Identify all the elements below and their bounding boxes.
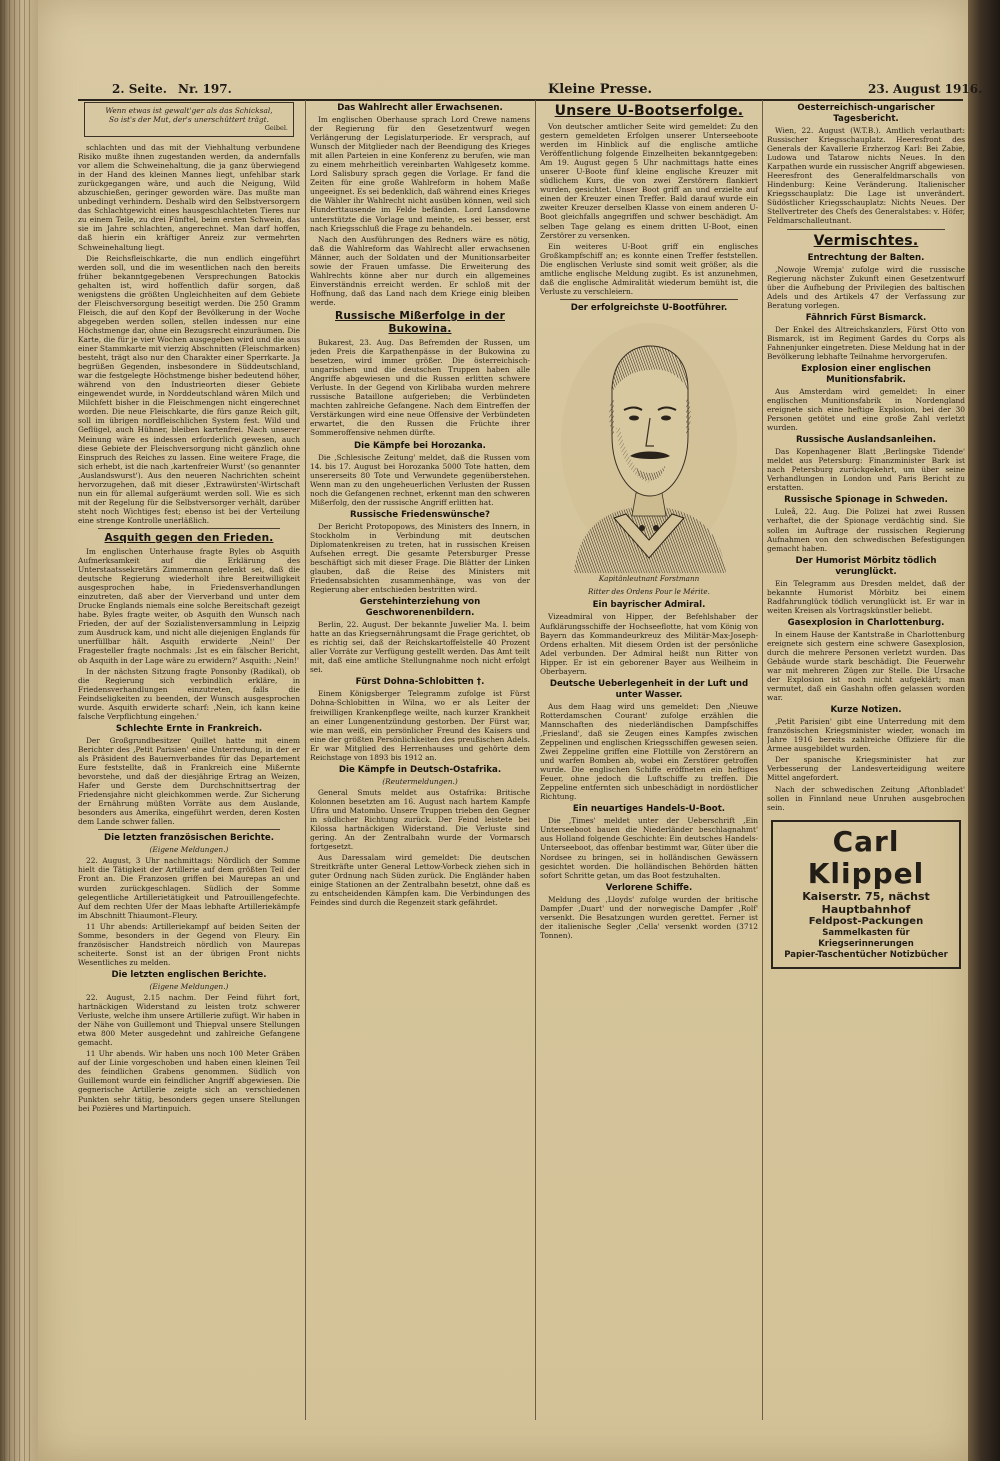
headline: Ein neuartiges Handels-U-Boot. bbox=[572, 804, 726, 815]
page-label: 2. Seite. bbox=[112, 82, 167, 96]
article-paragraph: ‚Nowoje Wremja' zufolge wird die russische Regierung nächster Zukunft einen Gesetzentwurf über die Aufhebung der Privilegien des baltischen Adels und des Artikels 47 der Verfassung zur Beratung vorlegen. bbox=[767, 264, 965, 310]
headline: Verlorene Schiffe. bbox=[605, 882, 693, 893]
article-paragraph: In der nächsten Sitzung fragte Ponsonby (Radikal), ob die Regierung sich verbindlich erkläre, in Friedensverhandlungen einzutreten, falls die Feindseligkeiten zu beenden, der Wunsch ausgesprochen wurde. Asquith erwiderte scharf: ‚Nein, ich kann keine falsche Verpflichtung eingehen.' bbox=[78, 666, 300, 721]
book-binding-right bbox=[968, 0, 1000, 1461]
officer-portrait-image bbox=[554, 318, 744, 573]
article-paragraph: Wien, 22. August (W.T.B.). Amtlich verlautbart: Russischer Kriegsschauplatz. Heeresfront des Generals der Kavallerie Erzherzog Karl: Bei Zabie, Ludowa und Tatarow nichts Neues. In den Karpathen wurde ein russischer Angriff abgewiesen. Heeresfront des Generalfeldmarschalls von Hindenburg: Keine Veränderung. Italienischer Kriegsschauplatz: Die Lage ist unverändert. Südöstlicher Kriegsschauplatz: Nichts Neues. Der Stellvertreter des Chefs des Generalstabes: v. Höfer, Feldmarschalleutnant. bbox=[767, 126, 965, 226]
issue-date: 23. August 1916. bbox=[868, 82, 983, 96]
article-paragraph: Der Bericht Protopopows, des Ministers des Innern, in Stockholm in Verbindung mit deutschen Diplomatenkreisen zu treten, hat in russischen Kreisen Aufsehen erregt. Die gesamte Petersburger Presse beschäftigt sich mit dieser Frage. Die Blätter der Linken glauben, daß die Reise des Ministers mit Friedensabsichten zusammenhänge, was von der Regierung aber entschieden bestritten wird. bbox=[310, 521, 530, 595]
headline: Gasexplosion in Charlottenburg. bbox=[787, 617, 945, 628]
article-paragraph: Vizeadmiral von Hipper, der Befehlshaber der Aufklärungsschiffe der Hochseeflotte, hat vom König von Bayern das Kommandeurkreuz des Militär-Max-Joseph-Ordens erhalten. Mit diesem Orden ist der persönliche Adel verbunden. Der Admiral heißt nun Ritter von Hipper. Er ist ein geborener Bayer aus Weilheim in Oberbayern. bbox=[540, 612, 758, 676]
headline: Die Kämpfe in Deutsch-Ostafrika. bbox=[338, 764, 502, 775]
subheadline: (Eigene Meldungen.) bbox=[149, 845, 229, 855]
headline: Russische Friedenswünsche? bbox=[350, 509, 490, 520]
headline: Gerstehinterziehung von Geschworenenbildern. bbox=[359, 597, 481, 619]
column-rule bbox=[305, 100, 306, 1420]
issue-number: Nr. 197. bbox=[178, 82, 232, 96]
headline: Schlechte Ernte in Frankreich. bbox=[115, 723, 263, 734]
column-3 bbox=[540, 100, 758, 1430]
article-paragraph: Im englischen Oberhause sprach Lord Crewe namens der Regierung für den Gesetzentwurf wegen Verlängerung der Legislaturperiode. Er versprach, auf Wunsch der Mitglieder nach der Beendigung des Krieges mit allen Parteien in eine Konferenz zu berufen, wie man zu einem mehrheitlich vereinbarten Wahlgesetz komme. Lord Salisbury sprach gegen die Vorlage. Er fand die Zeiten für eine große Wahlreform in hohem Maße ungeeignet. Es sei bedenklich, daß während eines Krieges die Wähler ihr Wahlrecht nicht ausüben können, weil sich Hunderttausende im Felde befänden. Lord Lansdowne unterstützte die Vorlage und meinte, es sei besser, erst nach Kriegsschluß die Frage zu behandeln. bbox=[310, 115, 530, 233]
article-paragraph: 11 Uhr abends. Wir haben uns noch 100 Meter Gräben auf der Linie vorgeschoben und haben einen kleinen Teil des feindlichen Grabens genommen. Südlich von Guillemont wurde ein feindlicher Angriff abgewiesen. Die gegnerische Artillerie zeigte sich an verschiedenen Punkten sehr tätig, besonders gegen unsere Stellungen bei Pozières und Martinpuich. bbox=[78, 1049, 300, 1113]
article-paragraph: Einem Königsberger Telegramm zufolge ist Fürst Dohna-Schlobitten in Wilna, wo er als Leiter der freiwilligen Krankenpflege weilte, nach kurzer Krankheit an einer Lungenentzündung gestorben. Der Fürst war, wie man weiß, ein persönlicher Freund des Kaisers und eine der größten Persönlichkeiten des preußischen Adels. Er war Mitglied des Herrenhauses und gehörte dem Reichstage von 1893 bis 1912 an. bbox=[310, 689, 530, 762]
headline: Kurze Notizen. bbox=[830, 705, 902, 716]
article-paragraph: Nach der schwedischen Zeitung ‚Aftonbladet' sollen in Finnland neue Unruhen ausgebrochen sein. bbox=[767, 784, 965, 812]
column-4 bbox=[767, 100, 965, 1430]
headline: Entrechtung der Balten. bbox=[807, 252, 925, 263]
article-paragraph: 11 Uhr abends: Artilleriekampf auf beiden Seiten der Somme, besonders in der Gegend von Fleury. Ein französischer Handstreich nördlich von Maurepas scheiterte. Sonst ist an der übrigen Front nichts Wesentliches zu melden. bbox=[78, 921, 300, 967]
headline: Deutsche Ueberlegenheit in der Luft und unter Wasser. bbox=[549, 678, 749, 700]
ad-company-name: Carl Klippel bbox=[807, 824, 925, 890]
column-rule bbox=[535, 100, 536, 1420]
headline: Unsere U-Bootserfolge. bbox=[554, 103, 744, 119]
headline: Russische Spionage in Schweden. bbox=[784, 495, 948, 506]
article-paragraph: 22. August, 3 Uhr nachmittags: Nördlich der Somme hielt die Tätigkeit der Artillerie auf dem größten Teil der Front an. Die Franzosen griffen bei Maurepas an und wurden zurückgeschlagen. Südlich der Somme gelegentliche Artillerietätigkeit und Patrouillengefechte. Auf dem rechten Ufer der Maas lebhafte Artilleriekämpfe im Abschnitt Thiaumont–Fleury. bbox=[78, 856, 300, 920]
article-paragraph: Berlin, 22. August. Der bekannte Juwelier Ma. I. beim hatte an das Kriegsernährungsamt die Frage gerichtet, ob es richtig sei, daß der Reichskartoffelstelle 40 Prozent aller Vorräte zur Verfügung gestellt werden. Das Amt teilt mit, daß eine amtliche Stellungnahme noch nicht erfolgt sei. bbox=[310, 620, 530, 675]
headline: Asquith gegen den Frieden. bbox=[104, 531, 274, 544]
article-paragraph: Luleå, 22. Aug. Die Polizei hat zwei Russen verhaftet, die der Spionage verdächtig sind. Sie sollen im Auftrage der russischen Regierung Aufnahmen von den schwedischen Befestigungen gemacht haben. bbox=[767, 507, 965, 553]
article-paragraph: Der spanische Kriegsminister hat zur Verbesserung der Landesverteidigung weitere Mittel angefordert. bbox=[767, 755, 965, 783]
article-paragraph: ‚Petit Parisien' gibt eine Unterredung mit dem französischen Kriegsminister wieder, wonach im Jahre 1916 bereits zahlreiche Offiziere für die Armee ausgebildet wurden. bbox=[767, 717, 965, 754]
page-header bbox=[78, 82, 983, 98]
article-paragraph: Ein Telegramm aus Dresden meldet, daß der bekannte Humorist Mörbitz bei einem Radfahrunglück tödlich verunglückt ist. Er war in weiten Kreisen als Vortragskünstler beliebt. bbox=[767, 578, 965, 615]
section-title: Vermischtes. bbox=[813, 232, 919, 249]
motto-author: Geibel. bbox=[264, 124, 288, 132]
ad-line: Feldpost-Packungen bbox=[808, 915, 924, 927]
article-paragraph: schlachten und das mit der Viehhaltung verbundene Risiko mußte ihnen zugestanden werden, da andernfalls vor allem die Schweinehaltung, die ja ganz überwiegend in der Hand des kleinen Mannes liegt, unfehlbar stark zurückgegangen wäre, und auch die Neigung, Wild abzuschießen, geringer geworden wäre. Das mußte man unbedingt verhindern. Deshalb wird den Selbstversorgern das Schlachtgewicht eines hausgeschlachteten Tieres nur zu einem Teile, zu drei Fünftel, beim ersten Schwein, das sie im Jahre schlachten, angerechnet. Man darf hoffen, daß hierin ein kräftiger Anreiz zur vermehrten Schweinehaltung liegt. bbox=[78, 143, 300, 252]
book-binding-left bbox=[0, 0, 38, 1461]
ad-line: Papier-Taschentücher Notizbücher bbox=[784, 949, 948, 960]
headline: Russische Auslandsanleihen. bbox=[795, 435, 937, 446]
article-paragraph: Der Enkel des Altreichskanzlers, Fürst Otto von Bismarck, ist im Regiment Gardes du Corps als Fahnenjunker eingetreten. Diese Meldung hat in der Bevölkerung lebhafte Teilnahme hervorgerufen. bbox=[767, 324, 965, 361]
article-paragraph: Aus Amsterdam wird gemeldet: In einer englischen Munitionsfabrik in Nordengland ereignete sich eine heftige Explosion, bei der 30 Personen getötet und eine große Zahl verletzt wurden. bbox=[767, 386, 965, 433]
headline: Der Humorist Mörbitz tödlich verunglückt. bbox=[795, 555, 937, 577]
article-paragraph: Von deutscher amtlicher Seite wird gemeldet: Zu den gestern gemeldeten Erfolgen unserer Unterseeboote werden im Hinblick auf die englische amtliche Veröffentlichung folgende Einzelheiten bekanntgegeben: Am 19. August gegen 5 Uhr nachmittags hatte eines unserer U-Boote fünf kleine englische Kreuzer mit südlichem Kurs, die von zwei Zerstörern flankiert wurden, gesichtet. Unser Boot griff an und erzielte auf einen der Kreuzer einen Treffer. Bald darauf wurde ein zweiter Kreuzer derselben Klasse von einem anderen U-Boot gleichfalls angegriffen und schwer beschädigt. Am selben Tage gelang es einem dritten U-Boot, einen Zerstörer zu versenken. bbox=[540, 122, 758, 240]
headline: Fähnrich Fürst Bismarck. bbox=[805, 312, 927, 323]
subheadline: (Eigene Meldungen.) bbox=[149, 981, 229, 991]
portrait-caption: Ritter des Ordens Pour le Mérite. bbox=[588, 586, 710, 596]
article-paragraph: Bukarest, 23. Aug. Das Befremden der Russen, um jeden Preis die Karpathenpässe in der Bukowina zu besetzen, wird immer größer. Die österreichisch-ungarischen und die deutschen Truppen haben alle Angriffe abgewiesen und die Russen erlitten schwere Verluste. In der Gegend von Kirlibaba wurden mehrere russische Bataillone aufgerieben; die Verbündeten machten zahlreiche Gefangene. Nach dem Eintreffen der Verstärkungen wird eine neue Offensive der Verbündeten erwartet, die den Russen die Früchte ihrer Sommeroffensive nehmen dürfte. bbox=[310, 337, 530, 438]
article-paragraph: Nach den Ausführungen des Redners wäre es nötig, daß die Wahlreform das Wahlrecht aller erwachsenen Männer, auch der Soldaten und der Munitionsarbeiter sowie der Frauen umfasse. Die Erweiterung des Wahlrechts könne aber nur durch ein allgemeines Einverständnis erreicht werden. Er schloß mit der Hoffnung, daß das Land nach dem Kriege einig bleiben werde. bbox=[310, 234, 530, 307]
motto-line: Wenn etwas ist gewalt'ger als das Schicksal, bbox=[105, 106, 273, 115]
article-paragraph: In einem Hause der Kantstraße in Charlottenburg ereignete sich gestern eine schwere Gasexplosion, durch die mehrere Personen verletzt wurden. Das Gebäude wurde stark beschädigt. Die Feuerwehr war mit mehreren Zügen zur Stelle. Die Ursache der Explosion ist noch nicht aufgeklärt; man vermutet, daß ein Gashahn offen gelassen worden war. bbox=[767, 629, 965, 703]
article-paragraph: 22. August, 2.15 nachm. Der Feind führt fort, hartnäckigen Widerstand zu leisten trotz schwerer Verluste, welche ihm unsere Artillerie zufügt. Wir haben in der Nähe von Guillemont und Thiepval unsere Stellungen etwa 800 Meter ausgedehnt und zahlreiche Gefangene gemacht. bbox=[78, 992, 300, 1048]
ad-line: Sammelkasten für Kriegserinnerungen bbox=[818, 927, 914, 949]
article-paragraph: General Smuts meldet aus Ostafrika: Britische Kolonnen besetzten am 16. August nach hartem Kampfe Ufira und Matombo. Unsere Truppen trieben den Gegner in südlicher Richtung zurück. Der Feind leistete bei Kilossa hartnäckigen Widerstand. Die Verluste sind gering. An der Zentralbahn wurde der Vormarsch fortgesetzt. bbox=[310, 787, 530, 852]
headline: Ein bayrischer Admiral. bbox=[592, 600, 706, 611]
article-paragraph: Aus Daressalam wird gemeldet: Die deutschen Streitkräfte unter General Lettow-Vorbeck ziehen sich in guter Ordnung nach Süden zurück. Die Engländer haben einige Stationen an der Zentralbahn besetzt, ohne daß es zu entscheidenden Kämpfen kam. Die Verbindungen des Feindes sind durch die Regenzeit stark gefährdet. bbox=[310, 853, 530, 908]
article-paragraph: Meldung des ‚Lloyds' zufolge wurden der britische Dampfer ‚Duart' und der norwegische Dampfer ‚Rolf' versenkt. Die Besatzungen wurden gerettet. Ferner ist der italienische Segler ‚Cella' versenkt worden (3712 Tonnen). bbox=[540, 894, 758, 940]
ad-address: Kaiserstr. 75, nächst Hauptbahnhof bbox=[802, 889, 930, 916]
headline: Russische Mißerfolge in der Bukowina. bbox=[335, 309, 505, 335]
headline: Die letzten englischen Berichte. bbox=[111, 969, 267, 980]
headline: Explosion einer englischen Munitionsfabrik. bbox=[801, 363, 931, 385]
headline: Die letzten französischen Berichte. bbox=[104, 833, 274, 844]
article-paragraph: Im englischen Unterhause fragte Byles ob Asquith Aufmerksamkeit auf die Erklärung des Unterstaatssekretärs Zimmermann gelenkt sei, daß die deutsche Regierung wiederholt ihre Bereitwilligkeit ausgesprochen habe, in Friedensverhandlungen einzutreten, daß aber der Vierverband und unter dem Drucke Englands niemals eine solche Bereitschaft gezeigt habe. Byles fragte weiter, ob Asquith den Wunsch nach Frieden, der auf der Sozialistenversammlung in Leipzig zum Ausdruck kam, und nicht alle diejenigen Englands für unerfüllbar hält. Asquith erwiderte ‚Nein!' Der Fragesteller fragte nochmals: ‚Ist es ein fälscher Bericht, ob Asquith in der Lage wäre zu erwidern?' Asquith: ‚Nein!' bbox=[78, 546, 300, 665]
article-paragraph: Der Großgrundbesitzer Quillet hatte mit einem Berichter des ‚Petit Parisien' eine Unterredung, in der er als Präsident des Bauernverbandes für das Departement Eure feststellte, daß in Frankreich eine Mißernte bevorstehe, und daß der diesjährige Ertrag an Weizen, Hafer und Gerste dem Durchschnittsertrag der Friedensjahre nicht gleichkommen werde. Zur Sicherung der Ernährung müßten Vorräte aus dem Auslande, besonders aus Amerika, eingeführt werden, deren Kosten dem Lande schwer fallen. bbox=[78, 735, 300, 827]
portrait-caption: Kapitänleutnant Forstmann bbox=[598, 573, 700, 583]
column-1 bbox=[78, 100, 300, 1430]
subheadline: (Reutermeldungen.) bbox=[382, 776, 458, 786]
headline: Das Wahlrecht aller Erwachsenen. bbox=[337, 103, 503, 113]
article-paragraph: Ein weiteres U-Boot griff ein englisches Großkampfschiff an; es konnte einen Treffer feststellen. Die englischen Verluste sind somit weit größer, als die amtliche englische Meldung zugibt. Es ist anzunehmen, daß die englische Admiralität wiederum bemüht ist, die Verluste zu verschleiern. bbox=[540, 241, 758, 296]
advertisement bbox=[771, 820, 961, 969]
paper-name: Kleine Presse. bbox=[548, 82, 653, 97]
motto-box bbox=[84, 102, 294, 137]
headline: Die Kämpfe bei Horozanka. bbox=[354, 440, 486, 451]
portrait-engraving bbox=[554, 318, 744, 573]
headline: Fürst Dohna-Schlobitten †. bbox=[355, 677, 485, 688]
article-paragraph: Das Kopenhagener Blatt ‚Berlingske Tidende' meldet aus Petersburg: Finanzminister Bark ist nach Petersburg zurückgekehrt, um über seine Verhandlungen in London und Paris Bericht zu erstatten. bbox=[767, 447, 965, 493]
motto-line: So ist's der Mut, der's unerschüttert trägt. bbox=[109, 115, 269, 124]
article-paragraph: Die ‚Schlesische Zeitung' meldet, daß die Russen vom 14. bis 17. August bei Horozanka 5000 Tote hatten, dem unsererseits 80 Tote und Verwundete gegenüberstehen. Wenn man zu den ungeheuerlichen Verlusten der Russen noch die Gefangenen rechnet, erkennt man den schweren Mißerfolg, den der russische Angriff erlitten hat. bbox=[310, 452, 530, 507]
article-paragraph: Aus dem Haag wird uns gemeldet: Den ‚Nieuwe Rotterdamschen Courant' zufolge erzählen die Mannschaften des niederländischen Dampfschiffes ‚Friesland', daß sie Zeugen eines Kampfes zwischen Zeppelinen und englischen Kriegsschiffen gewesen seien. Zwei Zeppeline griffen eine Flottille von Zerstörern an und warfen Bomben ab, wobei ein Zerstörer getroffen wurde. Die englischen Schiffe eröffneten ein heftiges Feuer, ohne jedoch die Luftschiffe zu treffen. Die Zeppeline entfernten sich unbeschädigt in nordöstlicher Richtung. bbox=[540, 701, 758, 802]
column-rule bbox=[762, 100, 763, 1420]
article-paragraph: Die Reichsfleischkarte, die nun endlich eingeführt werden soll, und die im wesentlichen nach den bereits früher bekanntgegebenen Versprechungen Batockis gehalten ist, wird hoffentlich dafür sorgen, daß wenigstens die größten Ungleichheiten auf dem Gebiete der Fleischversorgung beseitigt werden. Die 250 Gramm Fleisch, die auf den Kopf der Bevölkerung in der Woche abgegeben werden sollen, stellen indessen nur eine Höchstmenge dar, ohne ein Bezugsrecht einzuräumen. Die Karte, die für je vier Wochen ausgegeben wird und die aus einer Stammkarte mit vierzig Abschnitten (Fleischmarken) besteht, trägt also nur den Charakter einer Sperrkarte. Ja begrüßen Gegenden, insbesondere in Süddeutschland, war die festgelegte Höchstmenge bisher bedeutend höher, während von den Industrieorten dieser Gebiete eingewendet wurde, in Norddeutschland wären Milch und Milchfett bisher in die Fleischmengen nicht eingerechnet worden. Die neue Fleischkarte, die fürs ganze Reich gilt, soll im übrigen nordfleischlichen System fest. Wild und Geflügel, auch Hühner, bleiben kartenfrei. Nach unserer Meinung wäre es indessen erforderlich gewesen, auch diese Gebiete der Fleischversorgung nicht gänzlich ohne Einspruch des Reiches zu lassen. Eine weitere Frage, die sich erhebt, ist die nach ‚kartenfreier Wurst' (so genannter ‚Auslandswurst'). Aus den neueren Nachrichten scheint hervorzugehen, daß mit dieser ‚Extrawürsten'-Wirtschaft nun ein für allemal aufgeräumt werden soll. Wie es sich mit der Regelung für die Selbstversorger verhält, darüber steht noch Wichtiges fest; ebenso ist bei der Verteilung eine strenge Kontrolle unerläßlich. bbox=[78, 253, 300, 525]
article-paragraph: Die ‚Times' meldet unter der Ueberschrift ‚Ein Unterseeboot bauen die Niederländer beschlagnahmt' aus Holland folgende Geschichte: Ein deutsches Handels-Unterseeboot, das offenbar bestimmt war, Güter über die Nordsee zu bringen, sei in holländischen Gewässern gesichtet worden. Die holländischen Behörden hätten sofort Schritte getan, um das Boot festzuhalten. bbox=[540, 816, 758, 880]
column-2 bbox=[310, 100, 530, 1430]
headline: Oesterreichisch-ungarischer Tagesbericht. bbox=[797, 103, 935, 124]
portrait-title: Der erfolgreichste U-Bootführer. bbox=[570, 302, 728, 313]
